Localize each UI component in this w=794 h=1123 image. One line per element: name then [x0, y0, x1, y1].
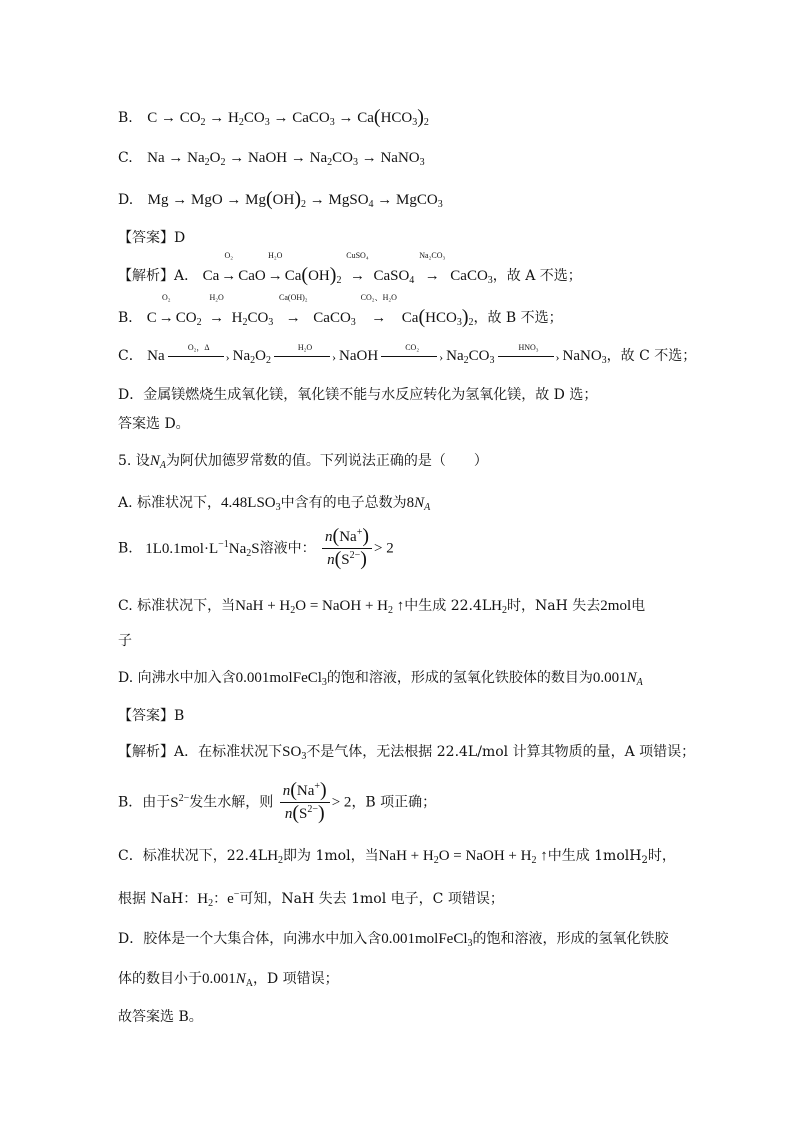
avogadro-symbol: $N_A$: [149, 453, 166, 471]
q4-analysis-d: D．金属镁燃烧生成氧化镁，氧化镁不能与水反应转化为氢氧化镁，故 D 选；: [118, 387, 598, 403]
q5-analysis-a: 【解析】A．在标准状况下$SO_3$不是气体，无法根据 22.4L/mol 计算其物质的量，A 项错误；: [118, 744, 696, 762]
q5-option-a: A. 标准状况下，$4.48LSO_3$中含有的电子总数为$8N_A$: [118, 495, 431, 513]
q5-stem: 5. 设$N_A$为阿伏加德罗常数的值。下列说法正确的是（ ）: [118, 453, 488, 471]
q4-option-d: [118, 190, 443, 210]
reaction-chain: $C \to CO_2 \to H_2CO_3$ → CaCO$_3$ → $Ca(HCO_3)_2$: [147, 106, 429, 128]
ratio-fraction: $\frac{n(Na^+)}{n(S^{2-})}$: [322, 528, 372, 569]
q5-analysis-d-cont: 体的数目小于$0.001N_A$，D 项错误；: [118, 971, 339, 989]
reaction-chain: Mg → MgO → $Mg(OH)_2$ → MgSO$_4$ → MgCO$_3$: [147, 188, 443, 210]
concentration: $1L0.1mol\cdot L^{-1}Na_2S$: [145, 538, 260, 559]
q4-analysis-a: 【解析】A． Ca O₂ → CaO H₂O → $Ca(OH)_2$ CuSO₄ → CaSO$_4$ Na₂CO₃ → CaCO$_3$，故 A 不选；: [118, 251, 582, 286]
q5-option-c-cont: 子: [118, 633, 132, 649]
q4-option-b: [118, 108, 429, 128]
q5-answer: 【答案】B: [118, 708, 185, 724]
reaction-chain: C O₂ → $CO_2$ H₂O → $H_2CO_3$ Ca(OH)₂ → CaCO$_3$ CO₂、H₂O → $Ca(HCO_3)_2$: [146, 293, 474, 328]
option-label: B.: [118, 110, 133, 126]
q4-conclusion: 答案选 D。: [118, 416, 190, 432]
q5-analysis-b: B．由于$S^{2-}$发生水解，则 $\frac{n(Na^+)}{n(S^{2-})}$ > 2，B 项正确；: [118, 779, 437, 824]
reaction-chain: $Na \to Na_2O_2$ → NaOH → $Na_2CO_3$ → NaNO$_3$: [147, 150, 425, 168]
q4-analysis-c: C． Na O₂，Δ › $Na_2O_2$ H₂O › NaOH CO₂ › $Na_2CO_3$ HNO₃ › NaNO$_3$，故 C 不选；: [118, 342, 697, 366]
q5-option-c: C. 标准状况下，当NaH + $H_2O$ = NaOH + $H_2$ ↑中生成 $22.4LH_2$时，NaH 失去2mol电: [118, 598, 646, 616]
q4-answer: 【答案】D: [118, 230, 186, 246]
q5-option-b: B. $1L0.1mol\cdot L^{-1}Na_2S$溶液中： $\frac{n(Na^+)}{n(S^{2-})}$ > 2: [118, 525, 394, 570]
q5-analysis-c-cont: 根据 NaH：$H_2$：e−可知，NaH 失去 1mol 电子，C 项错误；: [118, 889, 504, 909]
q5-analysis-c: C．标准状况下，$22.4LH_2$即为 1mol，当NaH + $H_2O$ = NaOH + $H_2$ ↑中生成 1molH$_2$时，: [118, 848, 676, 866]
ratio-fraction: $\frac{n(Na^+)}{n(S^{2-})}$: [280, 782, 330, 823]
q5-option-d: D. 向沸水中加入含0.001molFeCl$_3$的饱和溶液，形成的氢氧化铁胶体的数目为$0.001N_A$: [118, 670, 643, 688]
q4-analysis-b: B． C O₂ → $CO_2$ H₂O → $H_2CO_3$ Ca(OH)₂ → CaCO$_3$ CO₂、H₂O → $Ca(HCO_3)_2$，故 B 不选；: [118, 293, 563, 328]
option-label: D.: [118, 192, 134, 208]
option-label: C.: [118, 150, 133, 166]
q5-analysis-d: D．胶体是一个大集合体，向沸水中加入含0.001molFeCl$_3$的饱和溶液，形成的氢氧化铁胶: [118, 931, 669, 949]
q5-conclusion: 故答案选 B。: [118, 1009, 203, 1025]
reaction-chain: Na O₂，Δ › $Na_2O_2$ H₂O › NaOH CO₂ › $Na_2CO_3$ HNO₃ › NaNO$_3$: [147, 342, 607, 366]
q4-option-c: [118, 148, 425, 168]
reaction-chain: Ca O₂ → CaO H₂O → $Ca(OH)_2$ CuSO₄ → CaSO$_4$ Na₂CO₃ → CaCO$_3$: [202, 251, 493, 286]
